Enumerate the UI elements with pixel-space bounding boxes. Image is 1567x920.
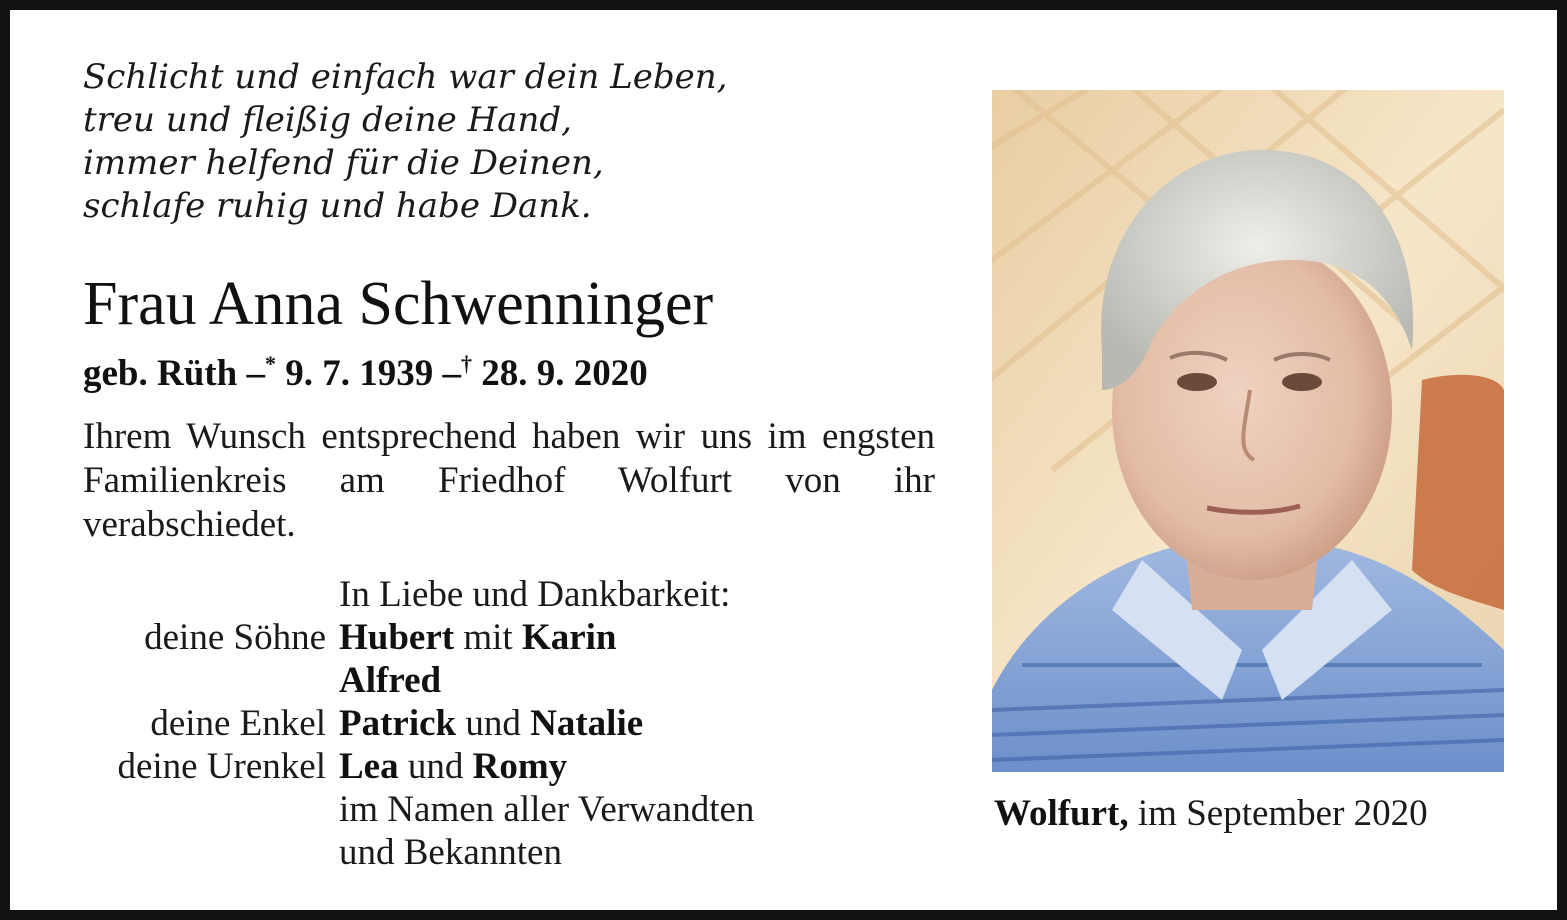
family-row-son2 bbox=[10, 659, 910, 702]
caption-date: im September 2020 bbox=[1137, 793, 1428, 834]
death-symbol: † bbox=[460, 351, 472, 376]
grandchildren-names bbox=[339, 702, 643, 745]
closing-line: im Namen aller Verwandten bbox=[339, 789, 755, 830]
connector: und bbox=[407, 746, 464, 787]
sons-label: deine Söhne bbox=[144, 617, 326, 658]
grandchild-name: Natalie bbox=[530, 703, 644, 744]
closing-line: und Bekannten bbox=[339, 832, 562, 873]
birth-date: 9. 7. 1939 – bbox=[285, 353, 461, 394]
portrait-photo bbox=[992, 90, 1504, 772]
great-grandchild-name: Lea bbox=[339, 746, 399, 787]
maiden-name: geb. Rüth – bbox=[83, 353, 265, 394]
family-row-grandchildren bbox=[10, 702, 910, 745]
son-name: Alfred bbox=[339, 660, 442, 701]
grandchildren-label: deine Enkel bbox=[150, 703, 326, 744]
deceased-name: Frau Anna Schwenninger bbox=[83, 270, 714, 338]
family-closing-row-2 bbox=[10, 831, 910, 874]
family-closing-row-1 bbox=[10, 788, 910, 831]
poem-line: Schlicht und einfach war dein Leben, bbox=[83, 57, 728, 97]
place-date-caption bbox=[994, 792, 1428, 836]
family-list bbox=[10, 573, 910, 874]
poem bbox=[83, 56, 727, 228]
son-name: Hubert bbox=[339, 617, 455, 658]
birth-death-line bbox=[83, 342, 648, 396]
family-intro: In Liebe und Dankbarkeit: bbox=[339, 574, 731, 615]
son2-names bbox=[339, 659, 441, 702]
family-row-sons bbox=[10, 616, 910, 659]
portrait-illustration bbox=[992, 90, 1504, 772]
partner-name: Karin bbox=[521, 617, 617, 658]
caption-place: Wolfurt, bbox=[994, 793, 1129, 834]
great-grandchildren-label: deine Urenkel bbox=[117, 746, 326, 787]
right-eye bbox=[1282, 373, 1322, 391]
poem-line: treu und fleißig deine Hand, bbox=[83, 100, 572, 140]
great-grandchildren-names bbox=[339, 745, 567, 788]
great-grandchild-name: Romy bbox=[472, 746, 568, 787]
connector: und bbox=[465, 703, 521, 744]
connector: mit bbox=[463, 617, 513, 658]
sons-names bbox=[339, 616, 617, 659]
poem-line: schlafe ruhig und habe Dank. bbox=[83, 186, 592, 226]
family-row-great-grandchildren bbox=[10, 745, 910, 788]
death-date: 28. 9. 2020 bbox=[481, 353, 648, 394]
poem-line: immer helfend für die Deinen, bbox=[83, 143, 604, 183]
left-eye bbox=[1177, 373, 1217, 391]
birth-symbol: * bbox=[264, 351, 276, 376]
grandchild-name: Patrick bbox=[339, 703, 457, 744]
farewell-message: Ihrem Wunsch entsprechend haben wir uns im engsten Familienkreis am Friedhof Wolfurt von ihr verabschiedet. bbox=[83, 416, 935, 545]
family-intro-row bbox=[10, 573, 910, 616]
chair-back bbox=[1412, 375, 1504, 610]
